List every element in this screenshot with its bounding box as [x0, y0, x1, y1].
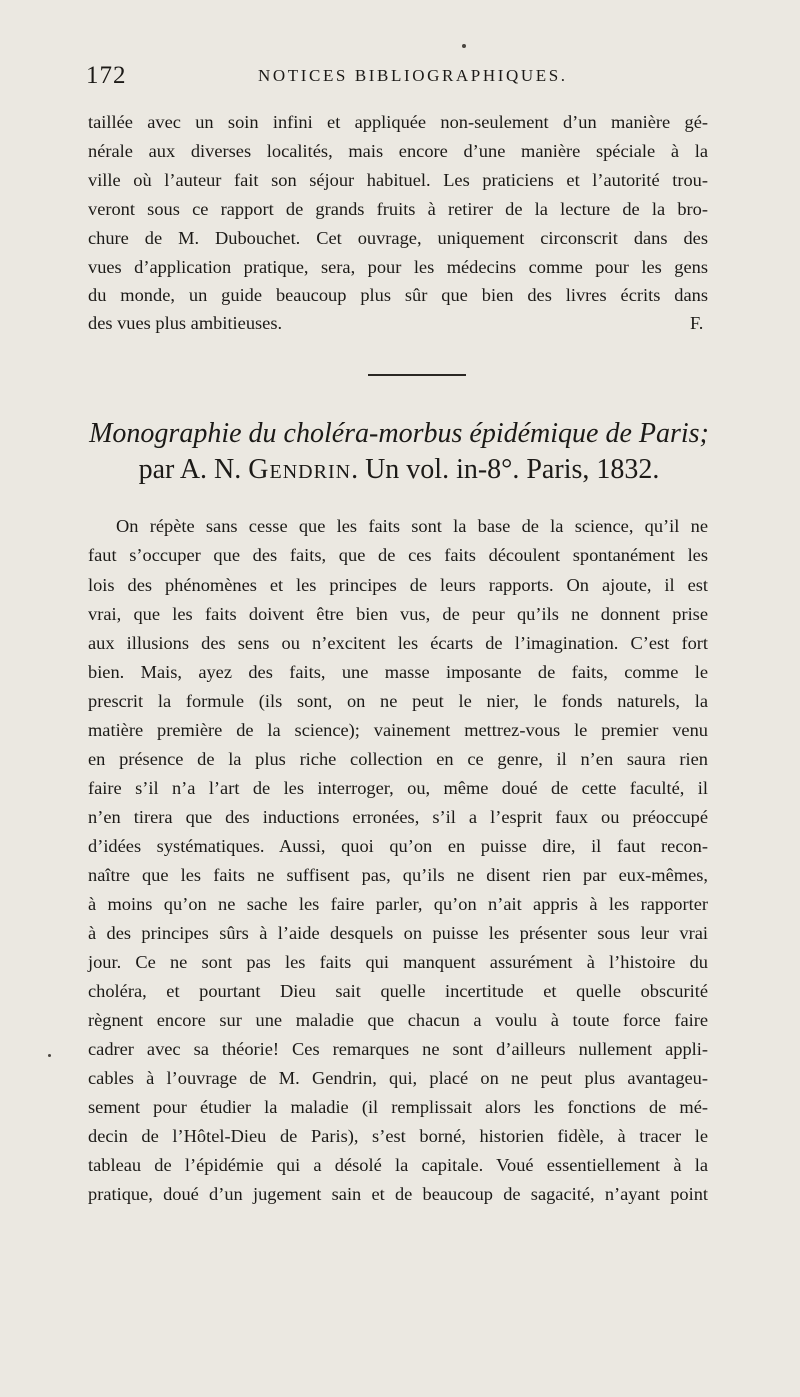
text-line: veront sous ce rapport de grands fruits à retirer de la lecture de la bro- — [88, 199, 708, 219]
author-name: Gendrin — [248, 454, 352, 485]
text-line: en présence de la plus riche collection en ce genre, il n’en saura rien — [88, 749, 708, 769]
section-divider — [368, 374, 466, 376]
text-line: ville où l’auteur fait son séjour habituel. Les praticiens et l’autorité trou- — [88, 170, 708, 190]
text-line: jour. Ce ne sont pas les faits qui manquent assurément à l’histoire du — [88, 952, 708, 972]
text-line: vrai, que les faits doivent être bien vus, de peur qu’ils ne donnent prise — [88, 604, 708, 624]
paper-speck — [48, 1054, 51, 1057]
text-line: faire s’il n’a l’art de les interroger, ou, même doué de cette faculté, il — [88, 778, 708, 798]
text-line: vues d’application pratique, sera, pour les médecins comme pour les gens — [88, 257, 708, 277]
text-line: pratique, doué d’un jugement sain et de beaucoup de sagacité, n’ayant point — [88, 1184, 708, 1204]
publication-info: . Un vol. in-8°. Paris, 1832. — [351, 454, 660, 485]
text-line: choléra, et pourtant Dieu sait quelle incertitude et quelle obscurité — [88, 981, 708, 1001]
page-number: 172 — [86, 62, 127, 89]
text-line: n’en tirera que des inductions erronées, s’il a l’esprit faux ou préoccupé — [88, 807, 708, 827]
text-line: d’idées systématiques. Aussi, quoi qu’on en puisse dire, il faut recon- — [88, 836, 708, 856]
text-line: chure de M. Dubouchet. Cet ouvrage, uniquement circonscrit dans des — [88, 228, 708, 248]
page-header — [86, 62, 716, 92]
text-line: à des principes sûrs à l’aide desquels on puisse les présenter sous leur vrai — [88, 923, 708, 943]
book-author-line — [88, 454, 710, 486]
text-line: tableau de l’épidémie qui a désolé la capitale. Voué essentiellement à la — [88, 1155, 708, 1175]
text-line: à moins qu’on ne sache les faire parler, qu’on n’ait appris à les rapporter — [88, 894, 708, 914]
text-line: decin de l’Hôtel-Dieu de Paris), s’est borné, historien fidèle, à tracer le — [88, 1126, 708, 1146]
text-line: sement pour étudier la maladie (il remplissait alors les fonctions de mé- — [88, 1097, 708, 1117]
text-line: prescrit la formule (ils sont, on ne peut le nier, le fonds naturels, la — [88, 691, 708, 711]
text-line: lois des phénomènes et les principes de leurs rapports. On ajoute, il est — [88, 575, 708, 595]
text-line: règnent encore sur une maladie que chacun a voulu à toute force faire — [88, 1010, 708, 1030]
text-line: taillée avec un soin infini et appliquée non-seulement d’un manière gé- — [88, 112, 708, 132]
text-line: On répète sans cesse que les faits sont la base de la science, qu’il ne — [116, 516, 708, 536]
text-line: du monde, un guide beaucoup plus sûr que bien des livres écrits dans — [88, 285, 708, 305]
text-line: faut s’occuper que des faits, que de ces faits découlent spontanément les — [88, 545, 708, 565]
text-line: cables à l’ouvrage de M. Gendrin, qui, placé on ne peut plus avantageu- — [88, 1068, 708, 1088]
text-line: bien. Mais, ayez des faits, une masse imposante de faits, comme le — [88, 662, 708, 682]
paper-speck — [462, 44, 466, 48]
book-title: Monographie du choléra-morbus épidémique de Paris; — [89, 418, 709, 449]
text-line: cadrer avec sa théorie! Ces remarques ne sont d’ailleurs nullement appli- — [88, 1039, 708, 1059]
text-line: des vues plus ambitieuses. — [88, 313, 283, 333]
text-line: matière première de la science); vainement mettrez-vous le premier venu — [88, 720, 708, 740]
review-signature: F. — [690, 313, 704, 333]
text-line: nérale aux diverses localités, mais encore d’une manière spéciale à la — [88, 141, 708, 161]
text-line: naître que les faits ne suffisent pas, qu’ils ne disent rien par eux-mêmes, — [88, 865, 708, 885]
author-prefix: par A. N. — [138, 454, 242, 485]
running-head: NOTICES BIBLIOGRAPHIQUES. — [258, 66, 568, 85]
text-line: aux illusions des sens ou n’excitent les écarts de l’imagination. C’est fort — [88, 633, 708, 653]
